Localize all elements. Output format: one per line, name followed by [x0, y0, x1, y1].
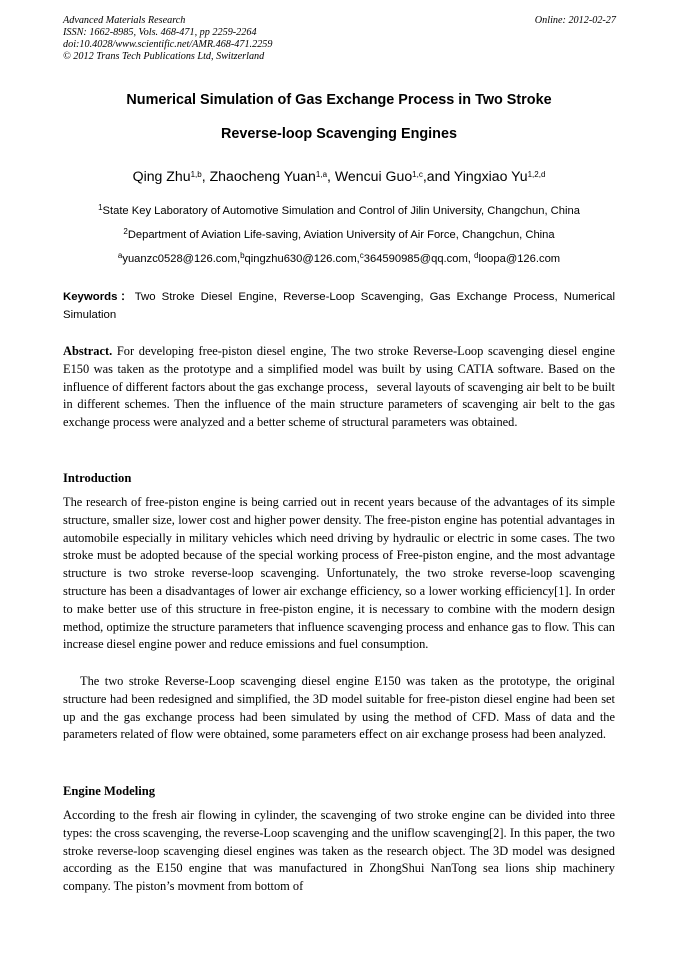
abstract-label: Abstract. — [63, 344, 113, 358]
author-separator: , — [201, 168, 210, 184]
email-address[interactable]: loopa@126.com — [478, 253, 561, 265]
section-heading-introduction: Introduction — [63, 471, 132, 485]
email-sup: a — [117, 251, 123, 260]
affiliation-1 — [63, 203, 615, 219]
affiliation-2-text: Department of Aviation Life-saving, Aviation University of Air Force, Changchun, China — [127, 229, 555, 241]
author-affil-sup: 1,c — [412, 170, 423, 179]
email-sup: c — [359, 251, 364, 260]
affiliation-1-text: State Key Laboratory of Automotive Simulation and Control of Jilin University, Changchun, China — [102, 205, 580, 217]
abstract-text: For developing free-piston diesel engine, The two stroke Reverse-Loop scavenging diesel engine E150 was taken as the prototype and a simplified model was built by using CATIA software. Based on the influence of different factors about the gas exchange process，several layouts of scavenging air belt to be built in different schemes. Then the influence of the main structure parameters of scavenging air belt to the gas exchange process were analyzed and a better scheme of structural parameters was obtained. — [63, 344, 615, 430]
doi-line[interactable]: doi:10.4028/www.scientific.net/AMR.468-471.2259 — [63, 39, 273, 50]
introduction-paragraph-2 — [63, 673, 615, 744]
author-separator: , — [422, 168, 427, 184]
author-affil-sup: 1,b — [190, 170, 202, 179]
paper-title-line-1: Numerical Simulation of Gas Exchange Process in Two Stroke — [126, 92, 552, 108]
author-separator: , — [327, 168, 335, 184]
journal-name: Advanced Materials Research — [63, 15, 186, 26]
online-date: Online: 2012-02-27 — [534, 15, 616, 26]
engine-modeling-paragraph-1: According to the fresh air flowing in cylinder, the scavenging of two stroke engine can be divided into three types: the cross scavenging, the reverse-Loop scavenging and the uniflow scavenging[2]. In this paper, the two stroke reverse-loop scavenging diesel engines was taken as the research object. The 3D model was designed according as the E150 engine that was manufactured in ZhongShui NanTong sea lions ship machinery company. The piston’s movment from bottom of — [63, 808, 615, 894]
author-emails — [63, 251, 615, 267]
affiliation-1-sup: 1 — [98, 203, 103, 212]
email-address[interactable]: yuanzc0528@126.com, — [122, 253, 241, 265]
keywords-text: Two Stroke Diesel Engine, Reverse-Loop Scavenging, Gas Exchange Process, Numerical Simulation — [63, 291, 615, 321]
introduction-paragraph-2-text: The two stroke Reverse-Loop scavenging diesel engine E150 was taken as the prototype, the original structure had been redesigned and simplified, the 3D model suitable for free-piston diesel engine had been set up and the gas exchange process had been simulated by using the method of CFD. Mass of data and the parameters related of flow were obtained, some parameters effect on air exchange prosess had been analyzed. — [63, 674, 615, 742]
author-list — [63, 166, 615, 186]
section-heading-engine-modeling: Engine Modeling — [63, 784, 156, 798]
email-address[interactable]: qingzhu630@126.com, — [244, 253, 360, 265]
author-name: Zhaocheng Yuan — [209, 168, 316, 184]
paper-title-line-2: Reverse-loop Scavenging Engines — [221, 126, 457, 142]
author-name: and Yingxiao Yu — [426, 168, 528, 184]
copyright-line: © 2012 Trans Tech Publications Ltd, Switzerland — [63, 51, 265, 62]
journal-header — [63, 15, 616, 63]
keywords-label: Keywords： — [63, 291, 135, 303]
author-name: Qing Zhu — [132, 168, 191, 184]
author-name: Wencui Guo — [334, 168, 413, 184]
keywords-block — [63, 289, 615, 324]
author-affil-sup: 1,2,d — [527, 170, 546, 179]
abstract-paragraph — [63, 343, 615, 432]
affiliation-2-sup: 2 — [123, 227, 128, 236]
email-sup: d — [474, 251, 479, 260]
email-sup: b — [240, 251, 245, 260]
introduction-paragraph-1: The research of free-piston engine is being carried out in recent years because of the advantages of its simple structure, smaller size, lower cost and higher power density. The free-piston engine has potential advantages in automobile especially in military vehicles which need driving by hydraulic or electric in some cases. The two stroke must be adopted because of the special working process of Free-piston engine, and the most advantage structure is two stroke reverse-loop scavenging. Unfortunately, the two stroke reverse-loop scavenging structure has been a disadvantages of lower air exchange efficiency, so a lower working efficiency[1]. In order to make better use of this structure in free-piston engine, it is necessary to combine with the modern design method, optimize the structure parameters that influence scavenging process and enhance gas to flow. This can increase diesel engine power and reduce emissions and fuel consumption. — [63, 495, 615, 652]
affiliation-2 — [63, 227, 615, 243]
email-address[interactable]: 364590985@qq.com, — [363, 253, 475, 265]
issn-line: ISSN: 1662-8985, Vols. 468-471, pp 2259-2264 — [63, 27, 257, 38]
author-affil-sup: 1,a — [315, 170, 328, 179]
